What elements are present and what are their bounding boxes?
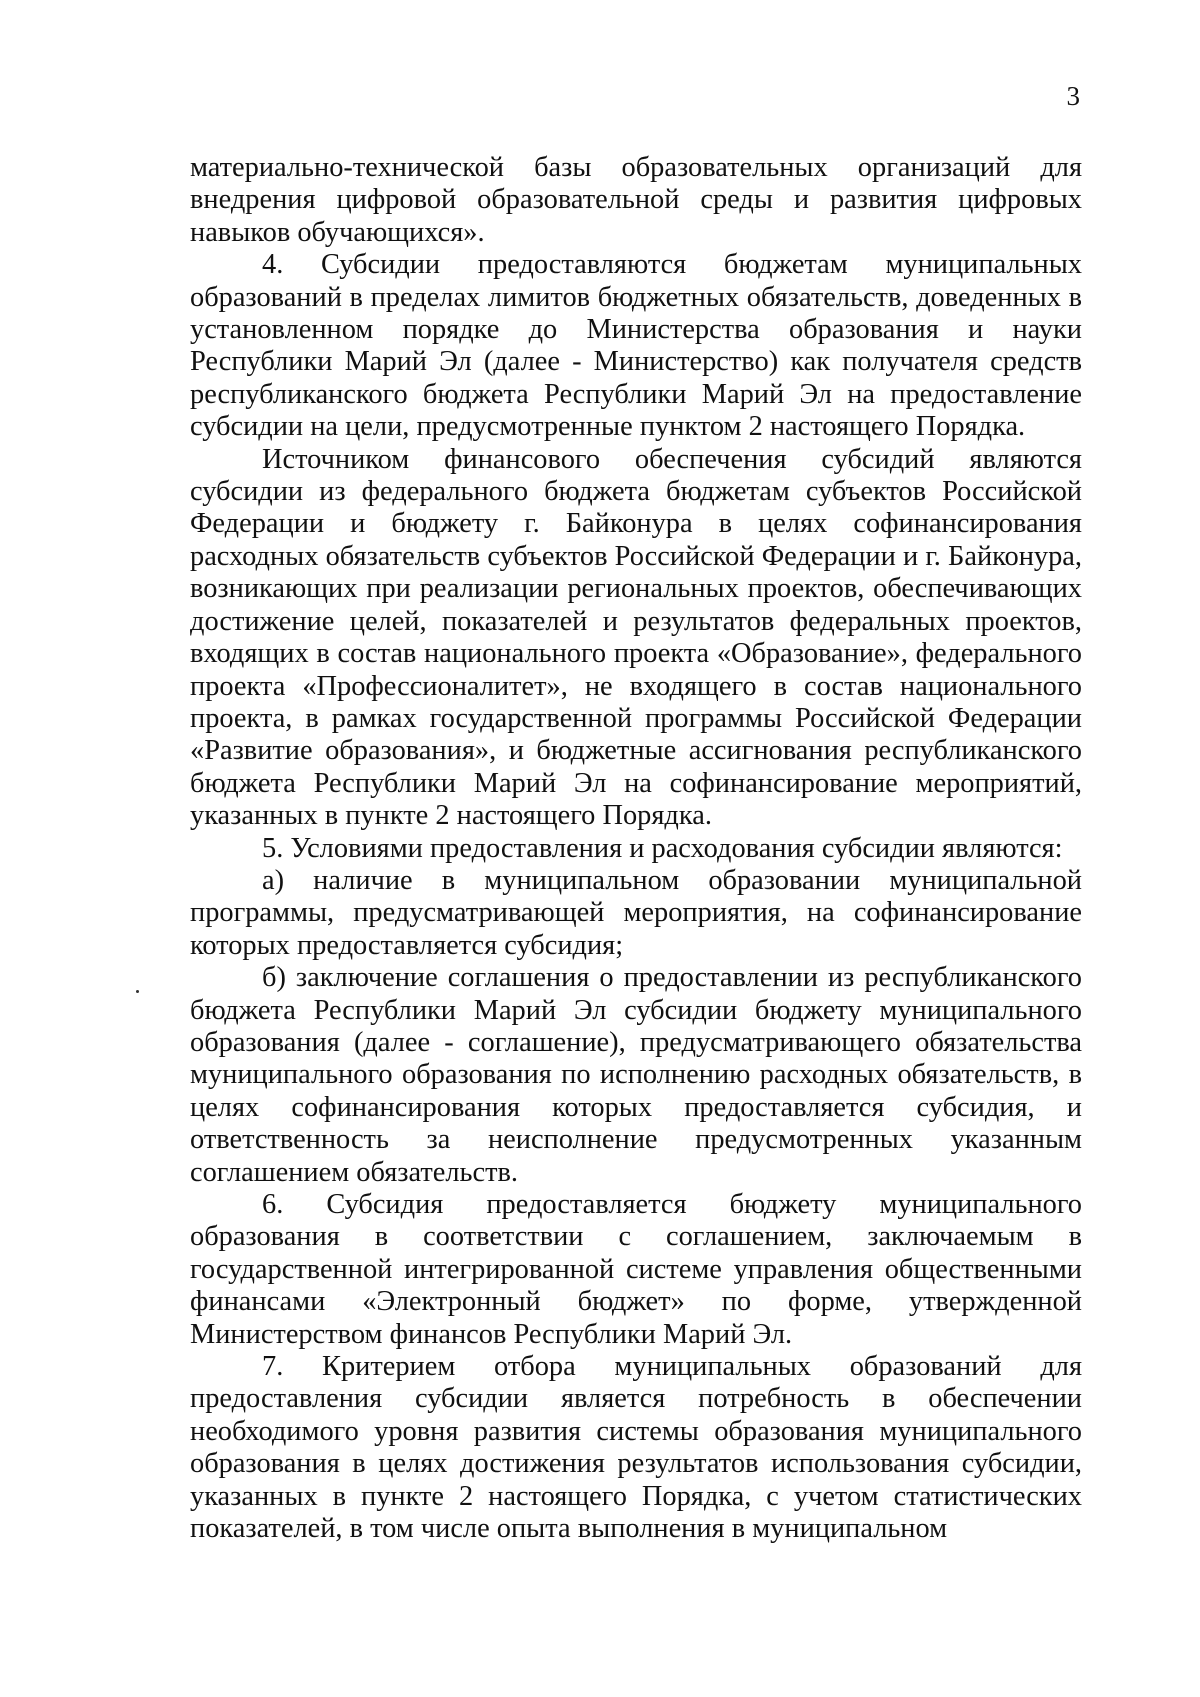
- scan-speck: [136, 990, 139, 993]
- paragraph-item-4: 4. Субсидии предоставляются бюджетам муниципальных образований в пределах лимитов бюджетных обязательств, доведенных в установленном порядке до Министерства образования и науки Республики Марий Эл (далее - Министерство) как получателя средств республиканского бюджета Республики Марий Эл на предоставление субсидии на цели, предусмотренные пунктом 2 настоящего Порядка.: [190, 249, 1082, 443]
- paragraph-item-5a: а) наличие в муниципальном образовании муниципальной программы, предусматривающей мероприятия, на софинансирование которых предоставляется субсидия;: [190, 864, 1082, 961]
- document-body: [190, 152, 1082, 1545]
- paragraph-item-5b: б) заключение соглашения о предоставлении из республиканского бюджета Республики Марий Эл субсидии бюджету муниципального образования (далее - соглашение), предусматривающего обязательства муниципального образования по исполнению расходных обязательств, в целях софинансирования которых предоставляется субсидия, и ответственность за неисполнение предусмотренных указанным соглашением обязательств.: [190, 962, 1082, 1188]
- paragraph-item-7: 7. Критерием отбора муниципальных образований для предоставления субсидии является потребность в обеспечении необходимого уровня развития системы образования муниципального образования в целях достижения результатов использования субсидии, указанных в пункте 2 настоящего Порядка, с учетом статистических показателей, в том числе опыта выполнения в муниципальном: [190, 1351, 1082, 1545]
- paragraph-item-6: 6. Субсидия предоставляется бюджету муниципального образования в соответствии с соглашением, заключаемым в государственной интегрированной системе управления общественными финансами «Электронный бюджет» по форме, утвержденной Министерством финансов Республики Марий Эл.: [190, 1189, 1082, 1350]
- paragraph-item-5: 5. Условиями предоставления и расходования субсидии являются:: [262, 832, 1063, 864]
- paragraph-funding-source: Источником финансового обеспечения субсидий являются субсидии из федерального бюджета бюджетам субъектов Российской Федерации и бюджету г. Байконура в целях софинансирования расходных обязательств субъектов Российской Федерации и г. Байконура, возникающих при реализации региональных проектов, обеспечивающих достижение целей, показателей и результатов федеральных проектов, входящих в состав национального проекта «Образование», федерального проекта «Профессионалитет», не входящего в состав национального проекта, в рамках государственной программы Российской Федерации «Развитие образования», и бюджетные ассигнования республиканского бюджета Республики Марий Эл на софинансирование мероприятий, указанных в пункте 2 настоящего Порядка.: [190, 443, 1082, 832]
- paragraph-continuation: материально-технической базы образовательных организаций для внедрения цифровой образовательной среды и развития цифровых навыков обучающихся».: [190, 152, 1082, 248]
- page-number: 3: [1066, 81, 1080, 111]
